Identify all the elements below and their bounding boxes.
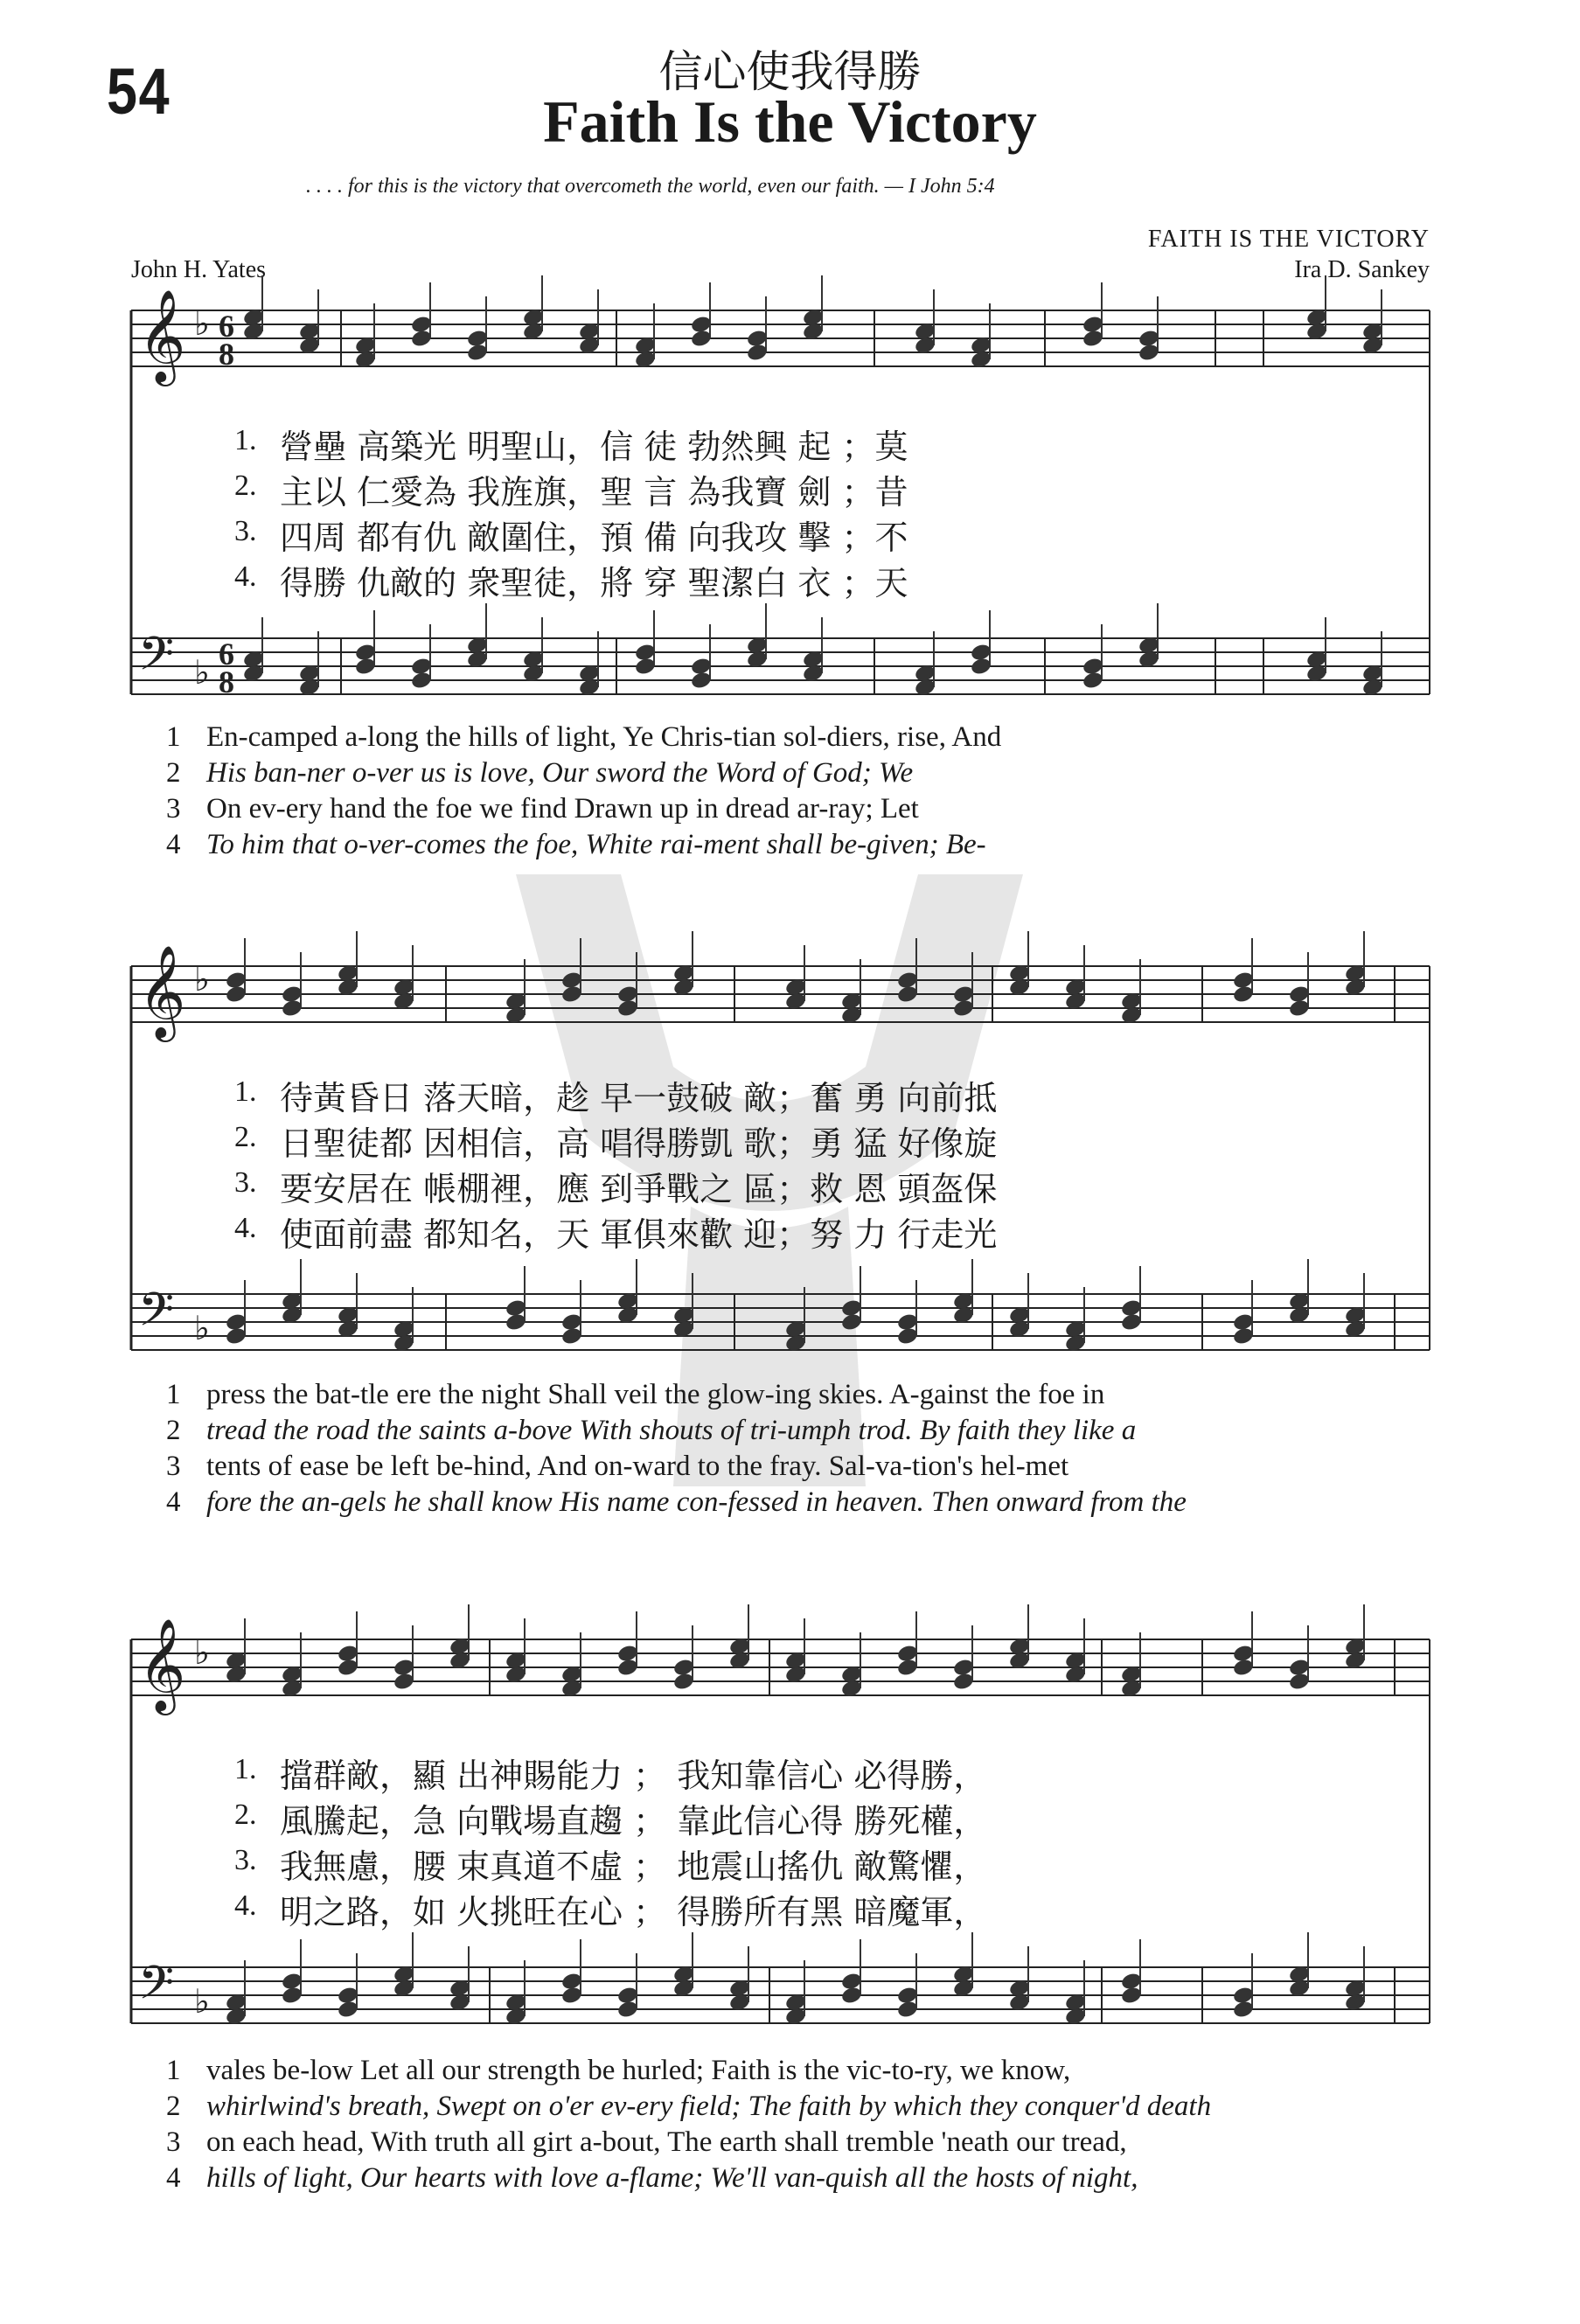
english-lyric-line: 1 vales be-low Let all our strength be hurled; Faith is the vic-to-ry, we know, bbox=[166, 2055, 1071, 2086]
english-lyric-line: 1 En-camped a-long the hills of light, Ye Chris-tian sol-diers, rise, And bbox=[166, 721, 1002, 753]
chinese-lyric-line: 明之路，如 火挑旺在心 ； 得勝所有黑 暗魔軍， bbox=[280, 1893, 987, 1931]
english-lyric-line: 2 His ban-ner o-ver us is love, Our sword the Word of God; We bbox=[166, 757, 914, 789]
chinese-lyric-line: 我無慮，腰 束真道不虛 ； 地震山搖仇 敵驚懼， bbox=[280, 1847, 987, 1886]
chinese-lyric-line: 要安居在 帳棚裡，應 到爭戰之 區；救 恩 頭盔保 bbox=[280, 1170, 998, 1208]
verse-number: 1. bbox=[234, 1753, 257, 1785]
chinese-lyric-line: 主以 仁愛為 我旌旗，聖 言 為我寶 劍 ；昔 bbox=[280, 473, 908, 511]
chinese-lyric-line: 擋群敵，顯 出神賜能力 ； 我知靠信心 必得勝， bbox=[280, 1757, 987, 1795]
tune-name: FAITH IS THE VICTORY bbox=[1147, 226, 1430, 253]
lyricist: John H. Yates bbox=[131, 256, 267, 283]
english-lyric-line: 2 whirlwind's breath, Swept on o'er ev-ery field; The faith by which they conquer'd death bbox=[166, 2091, 1212, 2122]
verse-number: 4. bbox=[234, 560, 257, 593]
flat-key-signature-icon: ♭ bbox=[194, 1309, 210, 1347]
composer: Ira D. Sankey bbox=[1294, 256, 1430, 283]
flat-key-signature-icon: ♭ bbox=[194, 960, 210, 998]
time-signature: 6 bbox=[219, 637, 234, 671]
chinese-lyric-line: 風騰起，急 向戰場直趨 ； 靠此信心得 勝死權， bbox=[280, 1802, 987, 1840]
flat-key-signature-icon: ♭ bbox=[194, 304, 210, 343]
chinese-lyric-line: 得勝 仇敵的 衆聖徒，將 穿 聖潔白 衣 ；天 bbox=[280, 564, 908, 602]
scripture-epigraph: . . . . for this is the victory that overcometh the world, even our faith. — I John 5:4 bbox=[306, 175, 995, 198]
treble-clef-icon: 𝄞 bbox=[138, 944, 186, 1038]
treble-clef-icon: 𝄞 bbox=[138, 289, 186, 382]
flat-key-signature-icon: ♭ bbox=[194, 653, 210, 692]
time-signature: 8 bbox=[219, 664, 234, 699]
verse-number: 2. bbox=[234, 470, 257, 502]
title-chinese: 信心使我得勝 bbox=[658, 46, 922, 97]
english-lyric-line: 4 fore the an-gels he shall know His name con-fessed in heaven. Then onward from the bbox=[166, 1486, 1187, 1518]
verse-number: 2. bbox=[234, 1799, 257, 1831]
verse-number: 3. bbox=[234, 1844, 257, 1876]
verse-number: 3. bbox=[234, 1166, 257, 1199]
verse-number: 1. bbox=[234, 1075, 257, 1108]
time-signature: 8 bbox=[219, 337, 234, 372]
english-lyric-line: 3 tents of ease be left be-hind, And on-ward to the fray. Sal-va-tion's hel-met bbox=[166, 1451, 1069, 1482]
hymn-number: 54 bbox=[107, 55, 171, 128]
treble-clef-icon: 𝄞 bbox=[138, 1618, 186, 1711]
chinese-lyric-line: 四周 都有仇 敵圍住，預 備 向我攻 擊 ；不 bbox=[280, 518, 908, 557]
chinese-lyric-line: 營壘 高築光 明聖山，信 徒 勃然興 起 ；莫 bbox=[280, 428, 908, 466]
english-lyric-line: 3 on each head, With truth all girt a-bout, The earth shall tremble 'neath our tread, bbox=[166, 2126, 1127, 2158]
verse-number: 1. bbox=[234, 424, 257, 456]
english-lyric-line: 4 To him that o-ver-comes the foe, White rai-ment shall be-given; Be- bbox=[166, 829, 986, 860]
chinese-lyric-line: 待黃昏日 落天暗，趁 早一鼓破 敵；奮 勇 向前抵 bbox=[280, 1079, 998, 1117]
english-lyric-line: 2 tread the road the saints a-bove With shouts of tri-umph trod. By faith they like a bbox=[166, 1415, 1137, 1446]
bass-clef-icon: 𝄢 bbox=[138, 1284, 175, 1348]
flat-key-signature-icon: ♭ bbox=[194, 1982, 210, 2021]
english-lyric-line: 4 hills of light, Our hearts with love a-flame; We'll van-quish all the hosts of night, bbox=[166, 2162, 1138, 2194]
english-lyric-line: 3 On ev-ery hand the foe we find Drawn up in dread ar-ray; Let bbox=[166, 793, 919, 825]
verse-number: 4. bbox=[234, 1889, 257, 1922]
title-english: Faith Is the Victory bbox=[543, 88, 1037, 155]
verse-number: 3. bbox=[234, 515, 257, 547]
verse-number: 4. bbox=[234, 1212, 257, 1244]
bass-clef-icon: 𝄢 bbox=[138, 1957, 175, 2021]
verse-number: 2. bbox=[234, 1121, 257, 1153]
bass-clef-icon: 𝄢 bbox=[138, 628, 175, 692]
english-lyric-line: 1 press the bat-tle ere the night Shall veil the glow-ing skies. A-gainst the foe in bbox=[166, 1379, 1105, 1410]
chinese-lyric-line: 使面前盡 都知名，天 軍俱來歡 迎；努 力 行走光 bbox=[280, 1215, 998, 1254]
chinese-lyric-line: 日聖徒都 因相信，高 唱得勝凱 歌；勇 猛 好像旋 bbox=[280, 1124, 998, 1163]
time-signature: 6 bbox=[219, 309, 234, 344]
flat-key-signature-icon: ♭ bbox=[194, 1633, 210, 1672]
